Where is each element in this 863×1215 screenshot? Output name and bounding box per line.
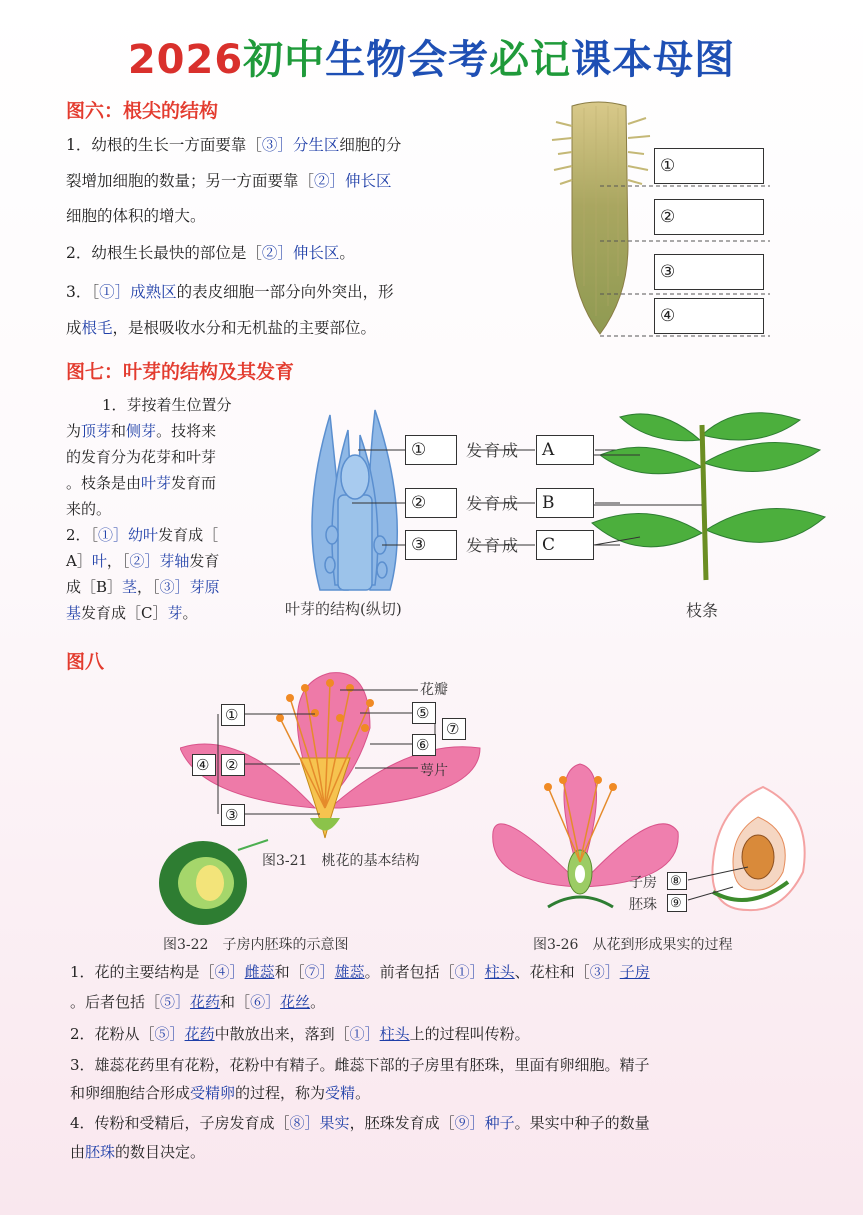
root-label-1: ① xyxy=(654,148,764,184)
fig8-line5: 和卵细胞结合形成受精卵的过程，称为受精。 xyxy=(70,1084,371,1102)
flower-label-2: ② xyxy=(221,754,245,776)
fig8-heading: 图八 xyxy=(66,651,105,673)
branch-caption: 枝条 xyxy=(686,601,719,620)
fig6-line4: 2．幼根生长最快的部位是［②］伸长区。 xyxy=(66,244,355,262)
fig8-line7: 由胚珠的数目决定。 xyxy=(70,1143,206,1161)
fig8-line3: 2．花粉从［⑤］花药中散放出来，落到［①］柱头上的过程叫传粉。 xyxy=(70,1025,530,1043)
seed-label-9: ⑨ xyxy=(667,894,687,912)
fig8-line6: 4．传粉和受精后，子房发育成［⑧］果实，胚珠发育成［⑨］种子。果实中种子的数量 xyxy=(70,1114,650,1132)
flower-label-4: ④ xyxy=(192,754,216,776)
branch-label-a: A xyxy=(536,435,594,465)
label-sepal: 萼片 xyxy=(420,763,448,779)
fig6-line2: 裂增加细胞的数量；另一方面要靠［②］伸长区 xyxy=(66,172,392,190)
fig6-line3: 细胞的体积的增大。 xyxy=(66,207,206,225)
fruit-label-8: ⑧ xyxy=(667,872,687,890)
label-ovule: 胚珠 xyxy=(629,897,657,913)
fig8-line2: 。后者包括［⑤］花药和［⑥］花丝。 xyxy=(70,993,326,1011)
fig7-heading: 图七：叶芽的结构及其发育 xyxy=(66,361,295,383)
flower-label-3: ③ xyxy=(221,804,245,826)
root-label-4: ④ xyxy=(654,298,764,334)
fig6-line1: 1．幼根的生长一方面要靠［③］分生区细胞的分 xyxy=(66,136,402,154)
develop-text-3: 发育成 xyxy=(466,536,521,555)
develop-text-2: 发育成 xyxy=(466,494,521,513)
bud-label-2: ② xyxy=(405,488,457,518)
branch-label-b: B xyxy=(536,488,594,518)
flower-label-7: ⑦ xyxy=(442,718,466,740)
bud-label-3: ③ xyxy=(405,530,457,560)
fig8-line1: 1．花的主要结构是［④］雌蕊和［⑦］雄蕊。前者包括［①］柱头、花柱和［③］子房 xyxy=(70,963,650,981)
page-title: 2026初中生物会考必记课本母图 xyxy=(127,37,736,83)
root-label-2: ② xyxy=(654,199,764,235)
flower-label-6: ⑥ xyxy=(412,734,436,756)
label-ovary: 子房 xyxy=(629,875,657,891)
flower-label-5: ⑤ xyxy=(412,702,436,724)
caption-3-26: 图3-26 从花到形成果实的过程 xyxy=(533,937,733,953)
caption-3-22: 图3-22 子房内胚珠的示意图 xyxy=(163,937,349,953)
fig8-line4: 3．雄蕊花药里有花粉，花粉中有精子。雌蕊下部的子房里有胚珠，里面有卵细胞。精子 xyxy=(70,1056,650,1074)
flower-label-1: ① xyxy=(221,704,245,726)
caption-3-21: 图3-21 桃花的基本结构 xyxy=(262,853,420,869)
fig6-line6: 成根毛，是根吸收水分和无机盐的主要部位。 xyxy=(66,319,377,337)
branch-label-c: C xyxy=(536,530,594,560)
bud-label-1: ① xyxy=(405,435,457,465)
branch-illustration xyxy=(590,405,830,585)
root-label-3: ③ xyxy=(654,254,764,290)
bud-caption: 叶芽的结构(纵切) xyxy=(285,600,402,618)
label-petal: 花瓣 xyxy=(420,682,448,698)
fig7-text: 1．芽按着生位置分 为顶芽和侧芽。技将来 的发育分为花芽和叶芽 。枝条是由叶芽发育而 来的。 2．［①］幼叶发育成［ A］叶，［②］芽轴发育 成［B］茎，［③］芽原 基发育成［C］芽。 xyxy=(66,396,232,622)
develop-text-1: 发育成 xyxy=(466,441,521,460)
fig6-line5: 3．［①］成熟区的表皮细胞一部分向外突出，形 xyxy=(66,283,394,301)
fig6-heading: 图六：根尖的结构 xyxy=(66,100,219,122)
ovule-illustration xyxy=(158,838,278,928)
